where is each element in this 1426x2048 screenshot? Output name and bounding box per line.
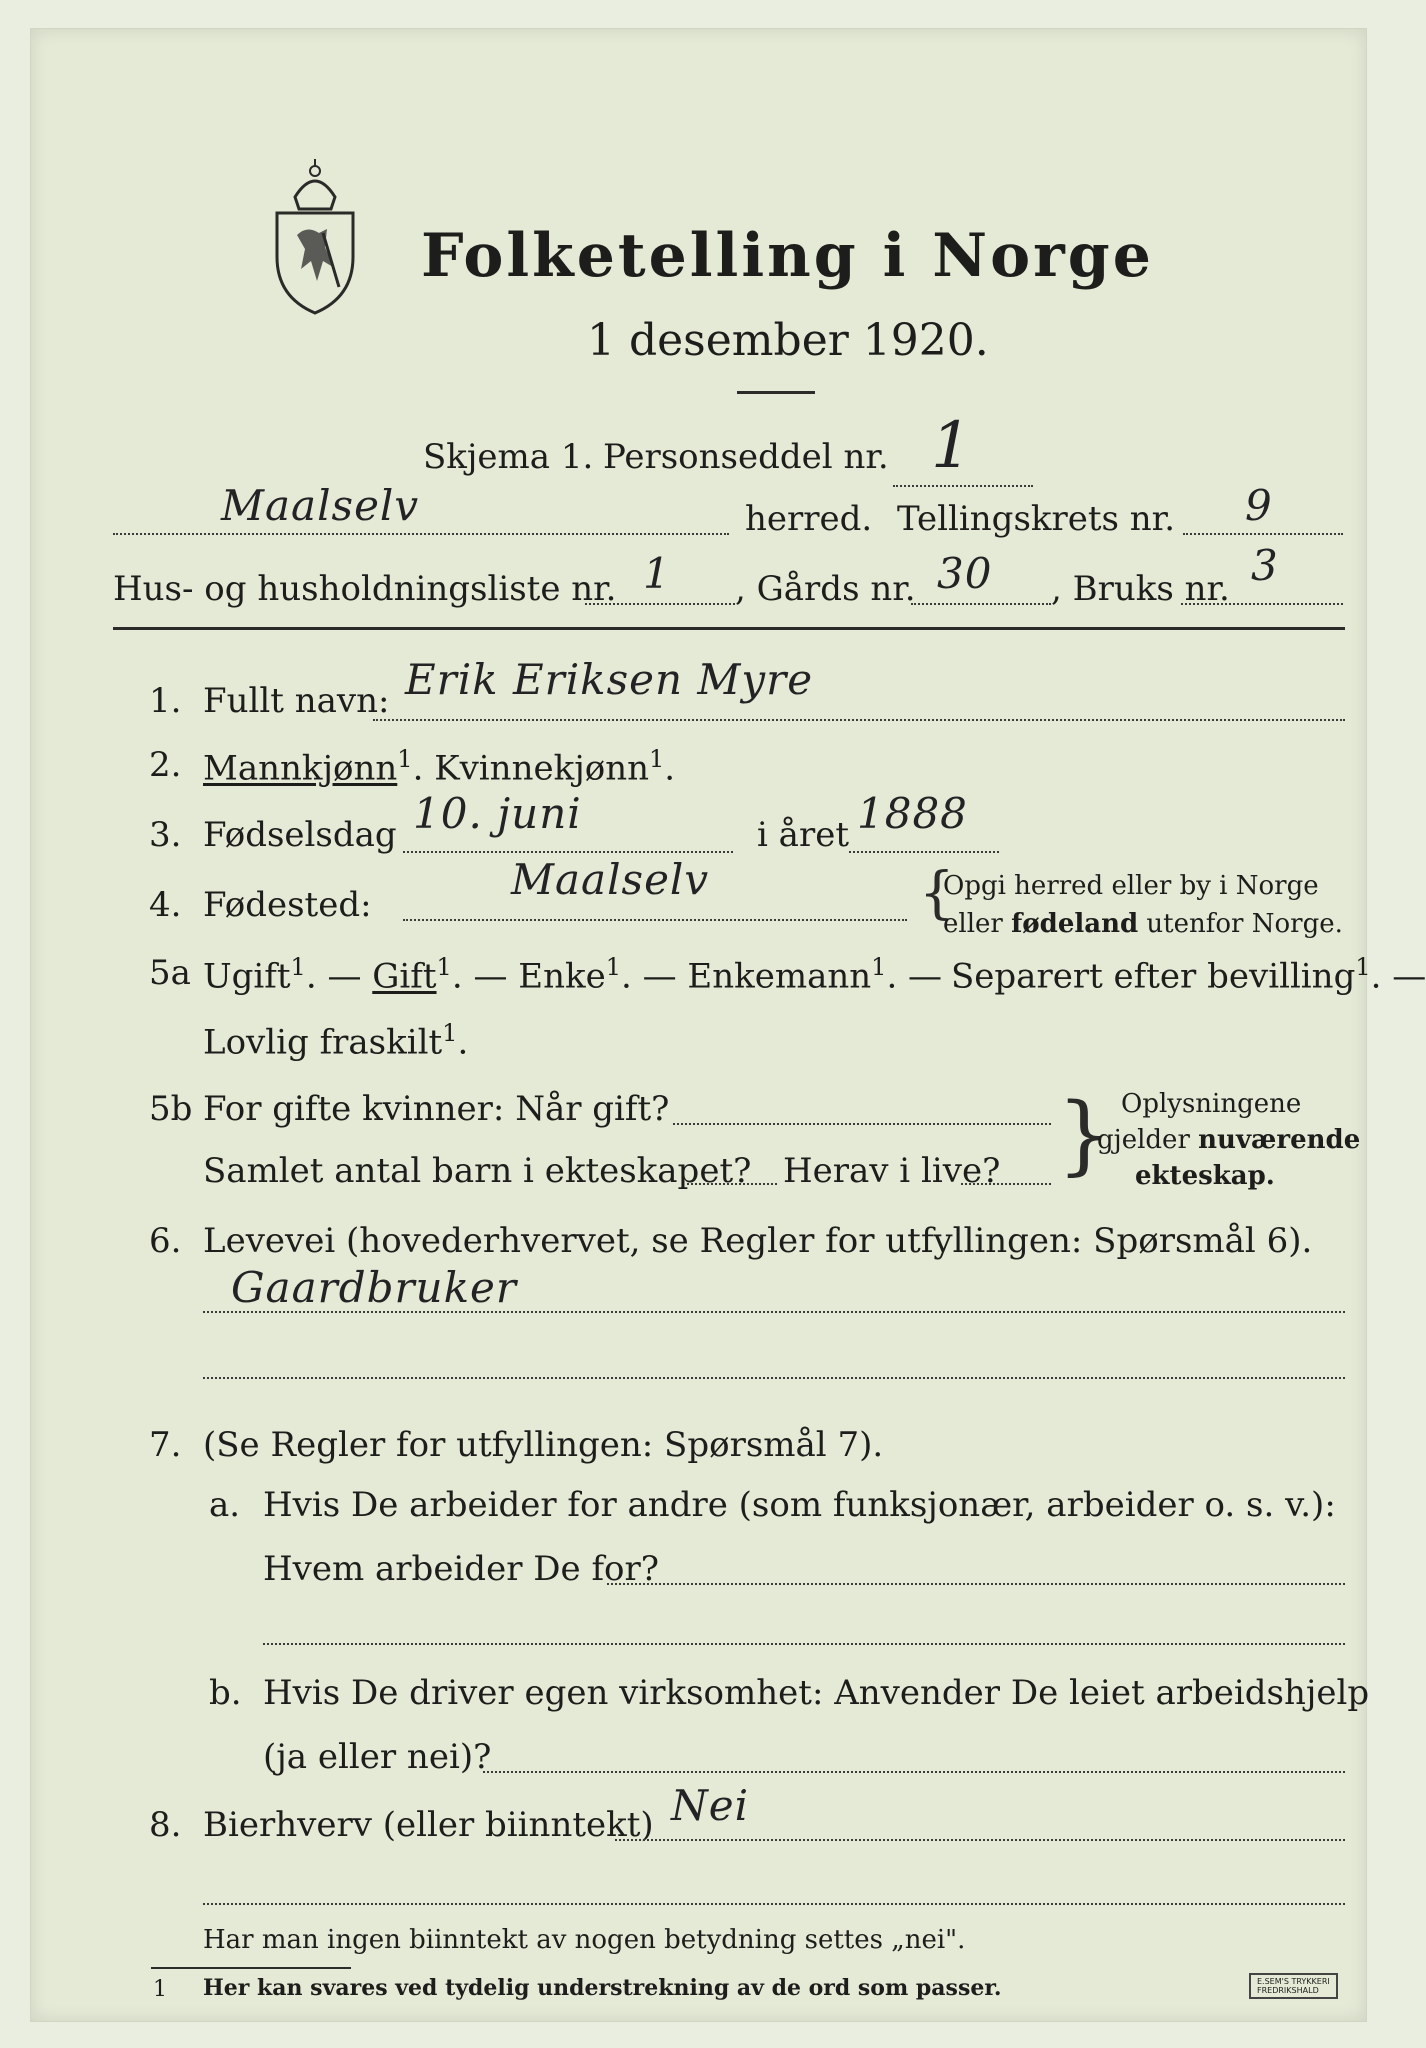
title-divider xyxy=(737,391,815,394)
gards-line xyxy=(911,603,1051,605)
q5b-note-line2: gjelder nuværende xyxy=(1097,1125,1361,1155)
hus-line xyxy=(585,603,735,605)
herred-label: herred. xyxy=(745,499,873,539)
q8-line1 xyxy=(615,1839,1345,1841)
q4-note-line2: eller fødeland utenfor Norge. xyxy=(943,909,1343,939)
skjema-label: Skjema 1. xyxy=(423,437,594,477)
q3-day-line xyxy=(403,851,733,853)
q3-birthday-value: 10. juni xyxy=(413,789,582,838)
q2-mann-option: Mannkjønn xyxy=(203,748,398,789)
q7a-letter: a. xyxy=(209,1485,241,1525)
q6-number: 6. xyxy=(149,1221,182,1261)
q6-value: Gaardbruker xyxy=(231,1263,517,1312)
q5a-gift-option: Gift xyxy=(372,956,437,997)
q4-value: Maalselv xyxy=(511,855,710,904)
form-title: Folketelling i Norge xyxy=(421,221,1154,291)
hus-label: Hus- og husholdningsliste nr. xyxy=(113,569,617,609)
q3-number: 3. xyxy=(149,815,182,855)
q5b-children-label: Samlet antal barn i ekteskapet? xyxy=(203,1151,752,1191)
q5b-number: 5b xyxy=(149,1089,193,1129)
q5b-alive-line xyxy=(961,1183,1051,1185)
tellingskrets-line xyxy=(1183,533,1343,535)
tellingskrets-value: 9 xyxy=(1245,481,1273,530)
norwegian-coat-of-arms-icon xyxy=(267,157,363,317)
q8-number: 8. xyxy=(149,1805,182,1845)
q2-number: 2. xyxy=(149,745,182,785)
bruks-line xyxy=(1181,603,1343,605)
q3-year-value: 1888 xyxy=(857,789,968,838)
q2-options: Mannkjønn$^1$. Kvinnekjønn$^1$. xyxy=(203,745,676,789)
q6-label: Levevei (hovederhvervet, se Regler for utfyllingen: Spørsmål 6). xyxy=(203,1221,1313,1261)
herred-value: Maalselv xyxy=(221,481,420,530)
q7a-answer-line xyxy=(607,1583,1345,1585)
q5b-alive-label: Herav i live? xyxy=(783,1151,1001,1191)
gards-label: , Gårds nr. xyxy=(735,569,916,609)
q4-line xyxy=(403,919,907,921)
gards-value: 30 xyxy=(937,549,993,598)
personseddel-line xyxy=(893,485,1033,487)
q1-label: Fullt navn: xyxy=(203,681,390,721)
q6-line2 xyxy=(203,1377,1345,1379)
footnote-text: Her kan svares ved tydelig understrekning av de ord som passer. xyxy=(203,1975,1002,2001)
q7b-letter: b. xyxy=(209,1673,242,1713)
q4-note-line1: Opgi herred eller by i Norge xyxy=(943,871,1319,901)
q5b-label: For gifte kvinner: Når gift? xyxy=(203,1089,670,1129)
herred-line xyxy=(113,533,729,535)
header-rule xyxy=(113,627,1345,630)
q3-year-label: i året xyxy=(757,815,849,855)
q4-brace: { xyxy=(919,861,955,926)
bruks-label: , Bruks nr. xyxy=(1051,569,1230,609)
q7a-answer-line2 xyxy=(263,1643,1345,1645)
q7a-text: Hvis De arbeider for andre (som funksjonær, arbeider o. s. v.): xyxy=(263,1485,1336,1525)
personseddel-value: 1 xyxy=(931,409,973,483)
q7b-line2: (ja eller nei)? xyxy=(263,1737,492,1777)
personseddel-label: Personseddel nr. xyxy=(603,437,889,477)
q5a-options: Ugift$^1$. — Gift$^1$. — Enke$^1$. — Enkemann$^1$. — xyxy=(203,953,943,997)
q5a-separert-option: Separert efter bevilling$^1$. — xyxy=(951,953,1426,997)
q4-number: 4. xyxy=(149,885,182,925)
q1-value: Erik Eriksen Myre xyxy=(405,655,814,704)
q5b-date-line xyxy=(673,1123,1051,1125)
printer-stamp: E.SEM'S TRYKKERI FREDRIKSHALD xyxy=(1249,1973,1338,1999)
q5b-note-line3: ekteskap. xyxy=(1135,1161,1275,1191)
q4-label: Fødested: xyxy=(203,885,372,925)
census-date: 1 desember 1920. xyxy=(587,315,989,366)
footnote-number: 1 xyxy=(153,1977,167,2002)
q5a-number: 5a xyxy=(149,953,191,993)
q3-year-line xyxy=(849,851,999,853)
q8-label: Bierhverv (eller biinntekt) xyxy=(203,1805,654,1845)
q8-value: Nei xyxy=(671,1781,750,1830)
q5b-brace: } xyxy=(1057,1085,1112,1185)
q7-label: (Se Regler for utfyllingen: Spørsmål 7). xyxy=(203,1425,884,1465)
tellingskrets-label: Tellingskrets nr. xyxy=(897,499,1176,539)
q1-number: 1. xyxy=(149,681,182,721)
q5a-line2: Lovlig fraskilt$^1$. xyxy=(203,1019,469,1063)
q6-line1 xyxy=(203,1311,1345,1313)
q1-line xyxy=(373,719,1345,721)
bruks-value: 3 xyxy=(1251,541,1279,590)
q7b-text: Hvis De driver egen virksomhet: Anvender De leiet arbeidshjelp xyxy=(263,1673,1370,1713)
bottom-note: Har man ingen biinntekt av nogen betydning settes „nei". xyxy=(203,1925,966,1955)
q7a-line2: Hvem arbeider De for? xyxy=(263,1549,659,1589)
census-form-sheet xyxy=(30,28,1426,2022)
q7-number: 7. xyxy=(149,1425,182,1465)
q5b-note-line1: Oplysningene xyxy=(1121,1089,1302,1119)
q5b-children-line xyxy=(687,1183,777,1185)
hus-value: 1 xyxy=(643,549,671,598)
footnote-rule xyxy=(151,1967,351,1969)
q8-line2 xyxy=(203,1903,1345,1905)
q3-label: Fødselsdag xyxy=(203,815,397,855)
q7b-answer-line xyxy=(483,1771,1345,1773)
